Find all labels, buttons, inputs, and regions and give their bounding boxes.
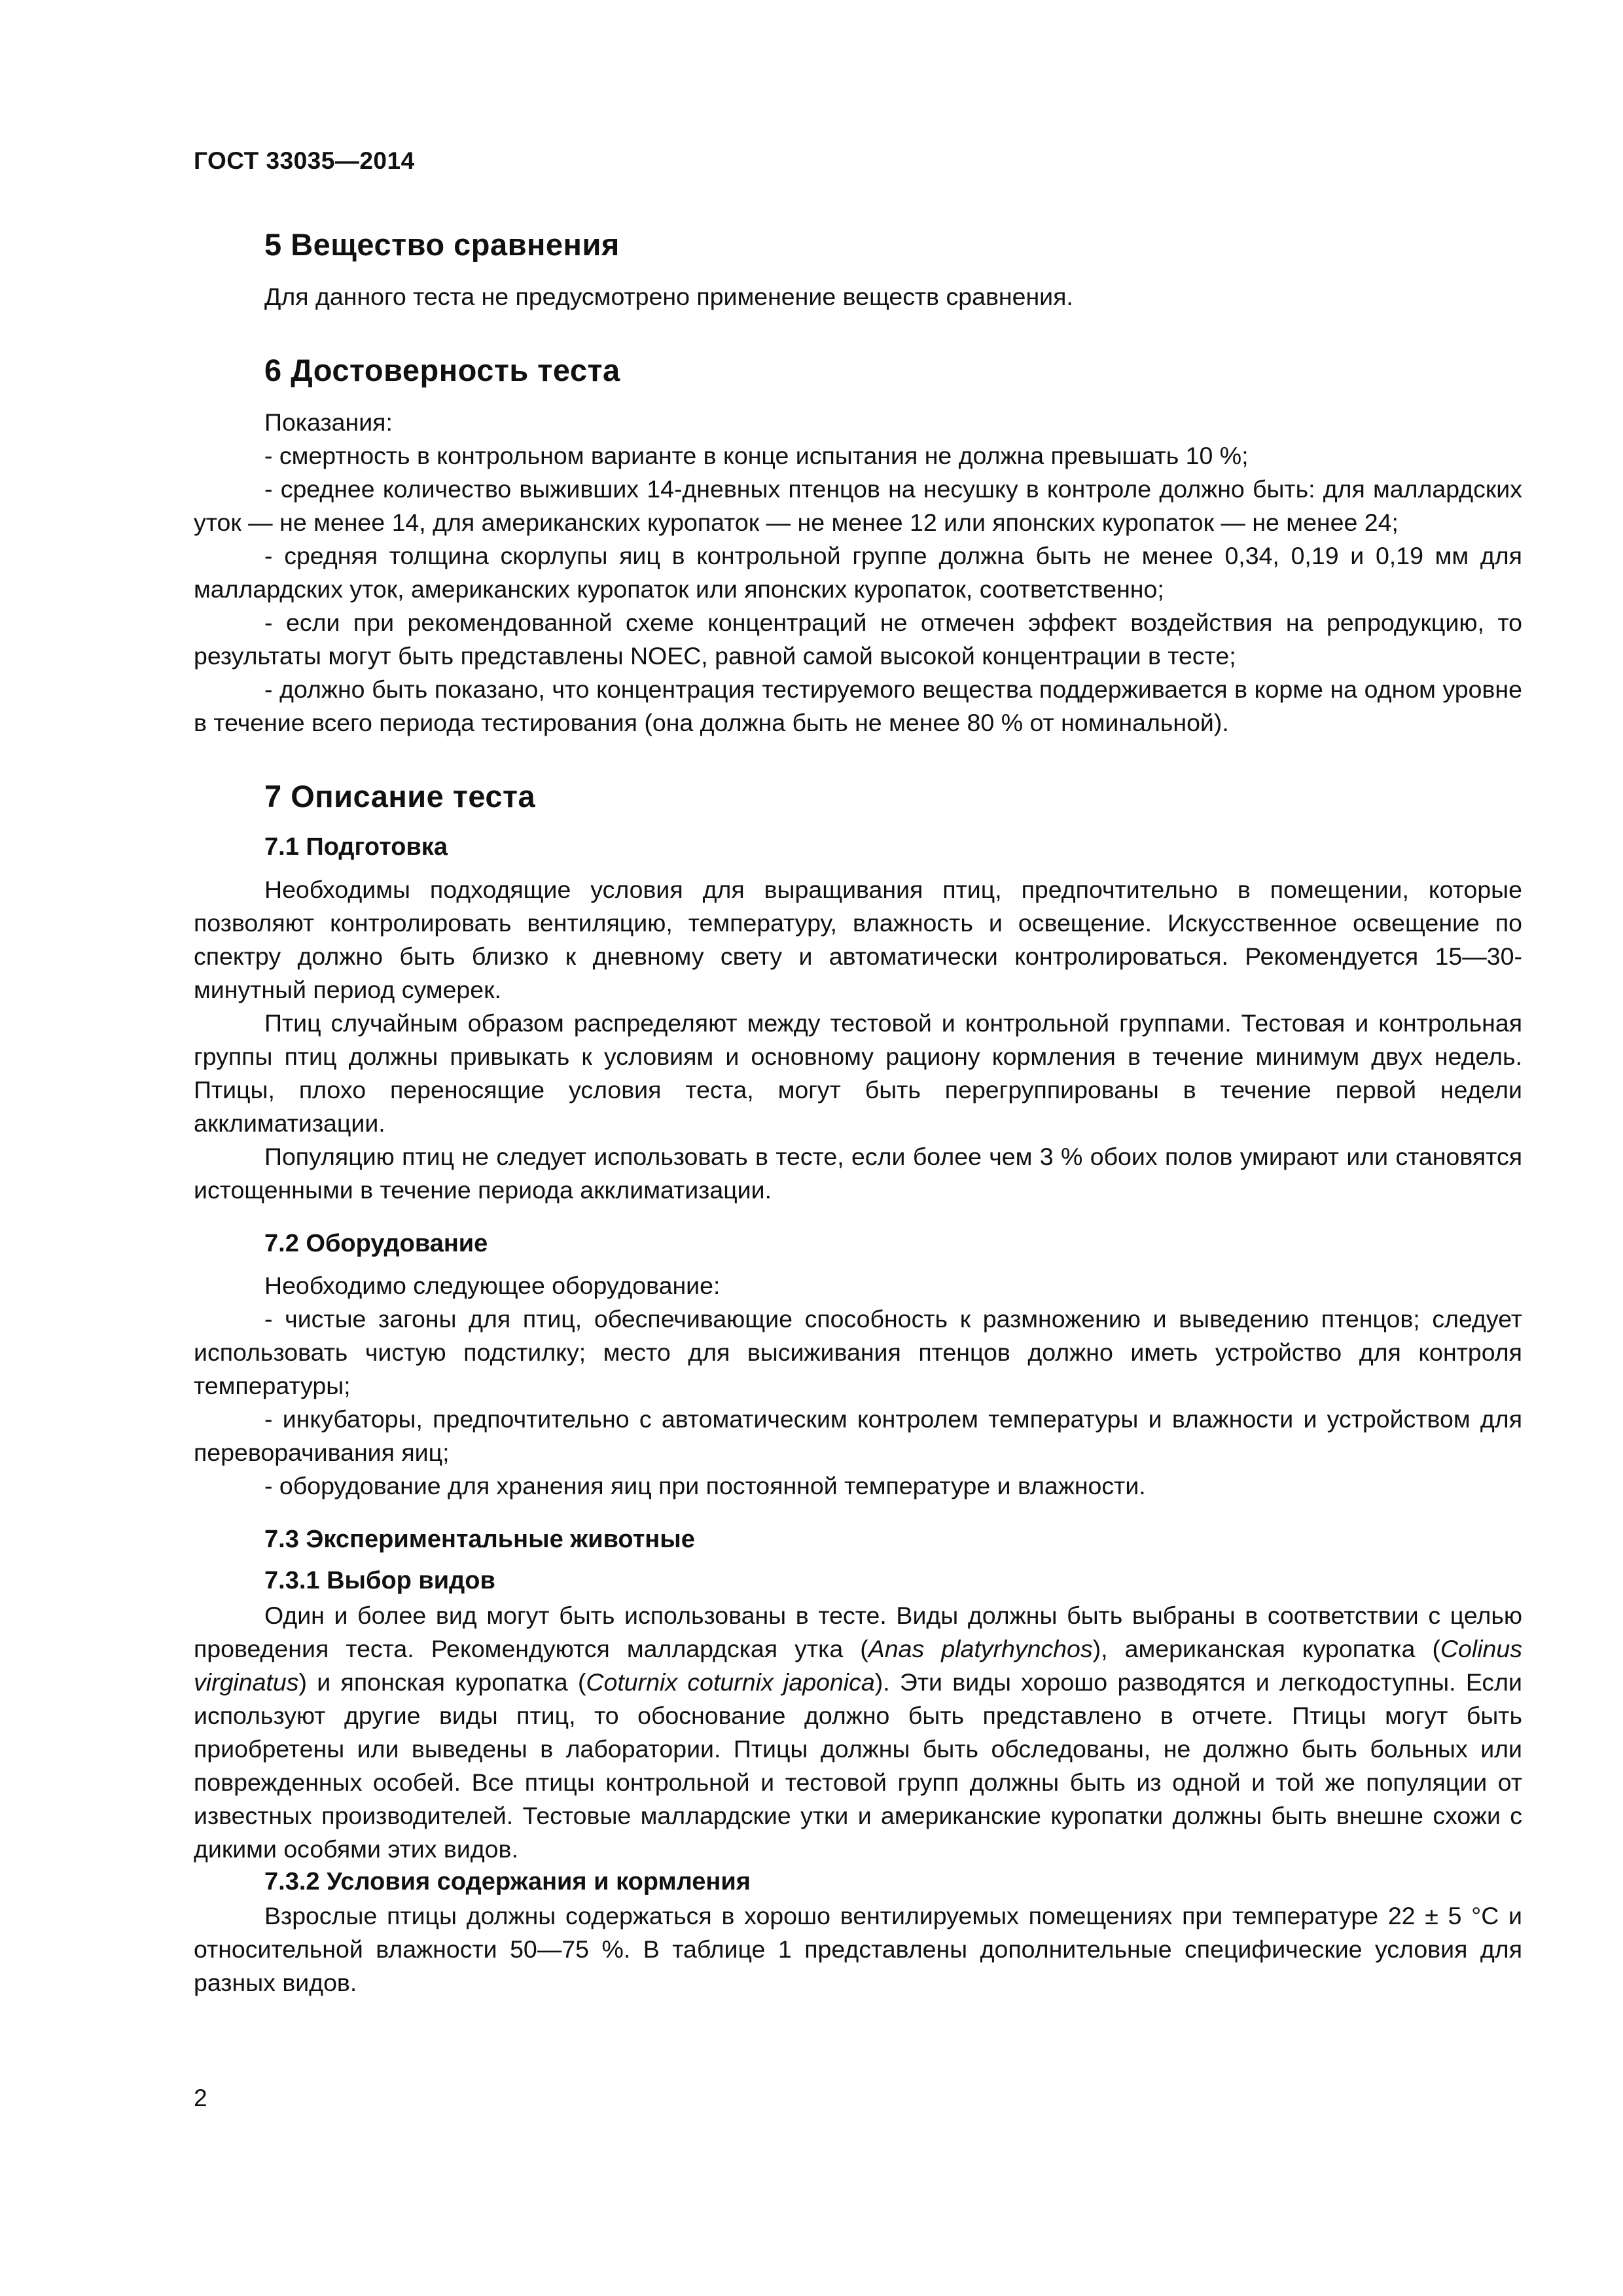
page-number: 2 bbox=[194, 2085, 207, 2111]
section-7-2-item: - инкубаторы, предпочтительно с автоматическим контролем температуры и влажности и устройством для переворачивания яиц; bbox=[194, 1405, 1522, 1467]
section-7-1-paragraph: Птиц случайным образом распределяют между тестовой и контрольной группами. Тестовая и контрольная группы птиц должны привыкать к условиям и основному рациону кормления в течение минимум двух недель. Птицы, плохо переносящие условия теста, могут быть перегруппированы в течение первой недели акклиматизации. bbox=[194, 1009, 1522, 1137]
section-6-item: - если при рекомендованной схеме концентраций не отмечен эффект воздействия на репродукцию, то результаты могут быть представлены NOEC, равной самой высокой концентрации в тесте; bbox=[194, 608, 1522, 670]
section-6-item: - смертность в контрольном варианте в конце испытания не должна превышать 10 %; bbox=[264, 441, 1249, 469]
text-run: Один и более вид могут быть использованы в тесте. Виды должны быть выбраны в соответствии с целью проведения теста. Рекомендуются маллардская утка ( bbox=[194, 1601, 1522, 1662]
section-7-1-paragraph: Популяцию птиц не следует использовать в тесте, если более чем 3 % обоих полов умирают или становятся истощенными в течение периода акклиматизации. bbox=[194, 1142, 1522, 1204]
species-name: Anas platyrhynchos bbox=[868, 1634, 1093, 1662]
section-6-title: 6 Достоверность теста bbox=[264, 352, 620, 387]
section-6-item: - среднее количество выживших 14-дневных птенцов на несушку в контроле должно быть: для маллардских уток — не менее 14, для американских куропаток — не менее 12 или японских куропаток — не менее 24; bbox=[194, 475, 1522, 536]
section-6-intro: Показания: bbox=[264, 408, 393, 436]
section-7-3-title: 7.3 Экспериментальные животные bbox=[264, 1526, 695, 1554]
section-7-2-item: - оборудование для хранения яиц при постоянной температуре и влажности. bbox=[264, 1472, 1146, 1500]
page-content bbox=[194, 226, 1522, 2000]
section-7-3-1-paragraph bbox=[194, 1599, 1522, 1866]
section-7-2-intro: Необходимо следующее оборудование: bbox=[264, 1272, 721, 1300]
section-6-item: - должно быть показано, что концентрация тестируемого вещества поддерживается в корме на одном уровне в течение всего периода тестирования (она должна быть не менее 80 % от номинальной). bbox=[194, 675, 1522, 736]
text-run: ), американская куропатка ( bbox=[1092, 1634, 1440, 1662]
species-name: Coturnix coturnix japonica bbox=[586, 1668, 875, 1696]
section-6-item: - средняя толщина скорлупы яиц в контрольной группе должна быть не менее 0,34, 0,19 и 0,19 мм для маллардских уток, американских куропаток или японских куропаток, соответственно; bbox=[194, 541, 1522, 603]
section-7-1-paragraph: Необходимы подходящие условия для выращивания птиц, предпочтительно в помещении, которые позволяют контролировать вентиляцию, температуру, влажность и освещение. Искусственное освещение по спектру должно быть близко к дневному свету и автоматически контролироваться. Рекомендуется 15—30-минутный период сумерек. bbox=[194, 875, 1522, 1003]
section-7-title: 7 Описание теста bbox=[264, 778, 536, 814]
section-7-2-item: - чистые загоны для птиц, обеспечивающие способность к размножению и выведению птенцов; следует использовать чистую подстилку; место для высиживания птенцов должно иметь устройство для контроля температуры; bbox=[194, 1305, 1522, 1400]
species-name: Colinus virginatus bbox=[194, 1634, 1523, 1696]
text-run: ). Эти виды хорошо разводятся и легкодоступны. Если используют другие виды птиц, то обоснование должно быть представлено в отчете. Птицы могут быть приобретены или выведены в лаборатории. Птицы должны быть обследованы, не должно быть больных или поврежденных особей. Все птицы контрольной и тестовой групп должны быть из одной и той же популяции от известных производителей. Тестовые маллардские утки и американские куропатки должны быть внешне схожи с дикими особями этих видов. bbox=[194, 1668, 1522, 1863]
standard-designation: ГОСТ 33035—2014 bbox=[194, 147, 415, 174]
section-7-3-2-title: 7.3.2 Условия содержания и кормления bbox=[264, 1867, 751, 1895]
section-7-1-title: 7.1 Подготовка bbox=[264, 833, 448, 861]
section-7-2-title: 7.2 Оборудование bbox=[264, 1229, 488, 1257]
section-7-3-2-paragraph: Взрослые птицы должны содержаться в хорошо вентилируемых помещениях при температуре 22 ± 5 °С и относительной влажности 50—75 %. В таблице 1 представлены дополнительные специфические условия для разных видов. bbox=[194, 1902, 1522, 1997]
text-run: ) и японская куропатка ( bbox=[298, 1668, 586, 1696]
section-5-text: Для данного теста не предусмотрено применение веществ сравнения. bbox=[264, 282, 1073, 310]
section-7-3-1-title: 7.3.1 Выбор видов bbox=[264, 1567, 495, 1595]
section-5-title: 5 Вещество сравнения bbox=[264, 227, 620, 262]
